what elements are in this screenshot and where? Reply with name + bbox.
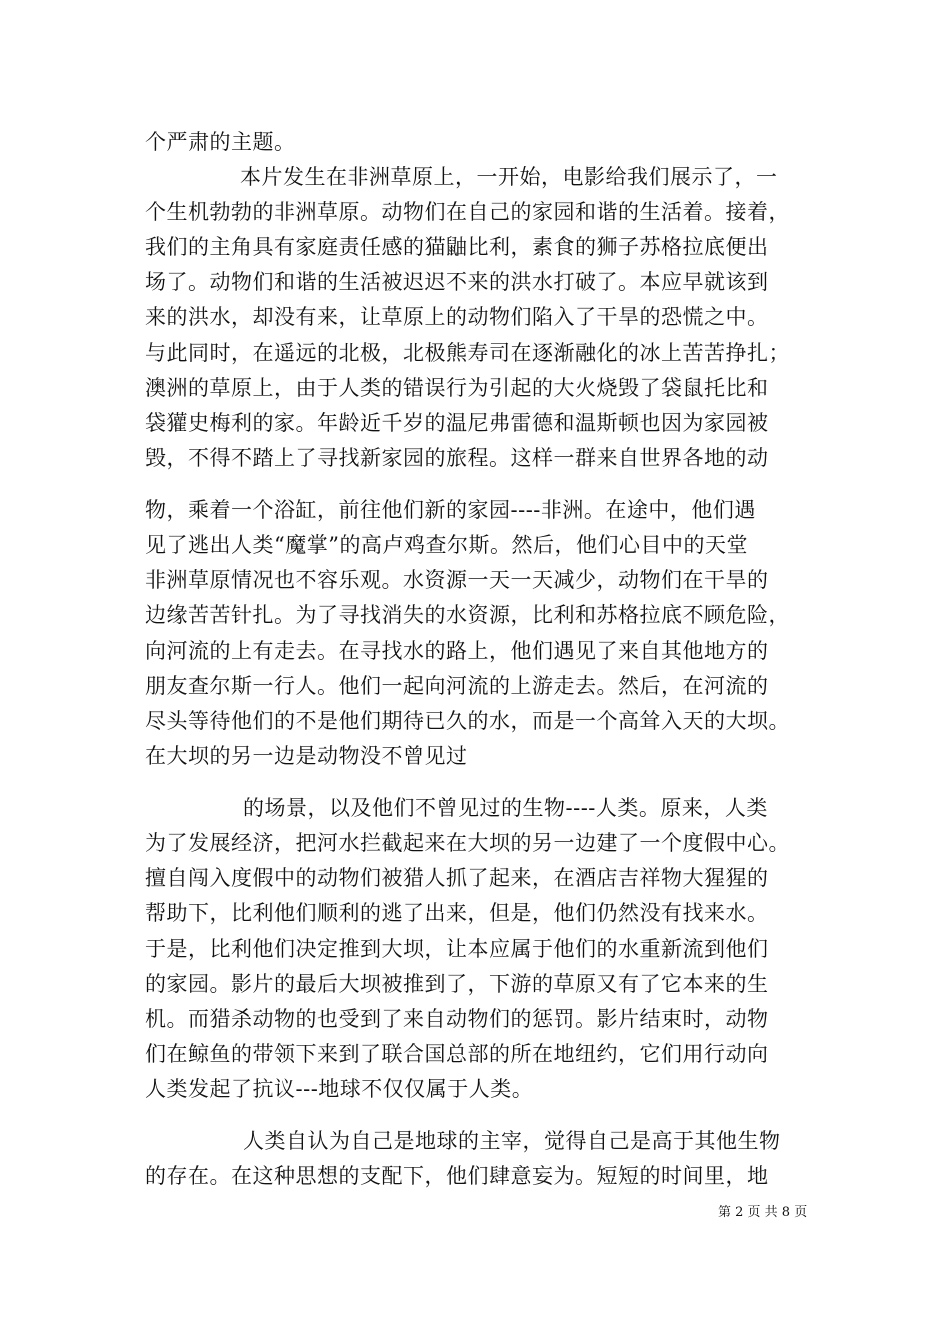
text-line: 我们的主角具有家庭责任感的猫鼬比利，素食的狮子苏格拉底便出 <box>145 235 769 259</box>
page-number-footer: 第 2 页 共 8 页 <box>718 1205 808 1220</box>
text-line: 物，乘着一个浴缸，前往他们新的家园----非洲。在途中，他们遇 <box>145 498 756 522</box>
text-line: 非洲草原情况也不容乐观。水资源一天一天减少，动物们在干旱的 <box>145 568 769 592</box>
text-line: 澳洲的草原上，由于人类的错误行为引起的大火烧毁了袋鼠托比和 <box>145 376 769 400</box>
text-line: 机。而猎杀动物的也受到了来自动物们的惩罚。影片结束时，动物 <box>145 1007 769 1031</box>
text-line: 向河流的上有走去。在寻找水的路上，他们遇见了来自其他地方的 <box>145 639 769 663</box>
text-line: 尽头等待他们的不是他们期待已久的水，而是一个高耸入天的大坝。 <box>145 709 790 733</box>
text-line: 为了发展经济，把河水拦截起来在大坝的另一边建了一个度假中心。 <box>145 831 790 855</box>
text-line: 来的洪水，却没有来，让草原上的动物们陷入了干旱的恐慌之中。 <box>145 305 769 329</box>
text-line: 的家园。影片的最后大坝被推到了，下游的草原又有了它本来的生 <box>145 972 769 996</box>
text-line: 在大坝的另一边是动物没不曾见过 <box>145 744 468 768</box>
text-line: 于是，比利他们决定推到大坝，让本应属于他们的水重新流到他们 <box>145 937 769 961</box>
text-line: 帮助下，比利他们顺利的逃了出来，但是，他们仍然没有找来水。 <box>145 901 769 925</box>
text-line: 人类发起了抗议---地球不仅仅属于人类。 <box>145 1077 534 1101</box>
text-line: 朋友查尔斯一行人。他们一起向河流的上游走去。然后，在河流的 <box>145 674 769 698</box>
paragraph-start-line: 人类自认为自己是地球的主宰，觉得自己是高于其他生物 <box>243 1129 781 1153</box>
text-line: 边缘苦苦针扎。为了寻找消失的水资源，比利和苏格拉底不顾危险， <box>145 603 790 627</box>
text-line: 与此同时，在遥远的北极，北极熊寿司在逐渐融化的冰上苦苦挣扎； <box>145 341 790 365</box>
text-line: 个生机勃勃的非洲草原。动物们在自己的家园和谐的生活着。接着， <box>145 200 790 224</box>
paragraph-start-line: 本片发生在非洲草原上，一开始，电影给我们展示了，一 <box>240 165 778 189</box>
continued-line: 的场景，以及他们不曾见过的生物----人类。原来，人类 <box>243 796 768 820</box>
text-line: 个严肃的主题。 <box>145 130 296 154</box>
text-line: 毁，不得不踏上了寻找新家园的旅程。这样一群来自世界各地的动 <box>145 446 769 470</box>
text-line: 擅自闯入度假中的动物们被猎人抓了起来，在酒店吉祥物大猩猩的 <box>145 866 769 890</box>
text-line: 见了逃出人类“魔掌”的高卢鸡查尔斯。然后，他们心目中的天堂 <box>145 533 748 557</box>
text-line: 们在鲸鱼的带领下来到了联合国总部的所在地纽约，它们用行动向 <box>145 1042 769 1066</box>
text-line: 的存在。在这种思想的支配下，他们肆意妄为。短短的时间里，地 <box>145 1164 769 1188</box>
text-line: 袋獾史梅利的家。年龄近千岁的温尼弗雷德和温斯顿也因为家园被 <box>145 411 769 435</box>
text-line: 场了。动物们和谐的生活被迟迟不来的洪水打破了。本应早就该到 <box>145 270 769 294</box>
